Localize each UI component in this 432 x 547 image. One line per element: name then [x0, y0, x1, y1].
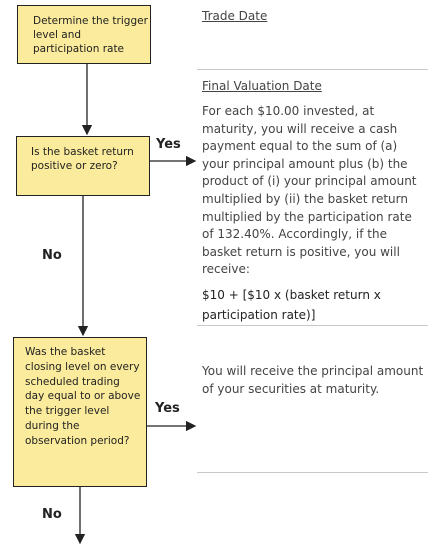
box-basket-return-question-text: Is the basket return positive or zero? [31, 146, 134, 172]
box-trigger-level-question-text: Was the basket closing level on every scheduled trading day equal to or above the trigger level during the observation period? [25, 346, 141, 447]
yes-label-2: Yes [155, 401, 180, 416]
divider-1 [197, 69, 428, 70]
divider-3 [197, 472, 428, 473]
payment-formula: $10 + [$10 x (basket return x participation rate)] [202, 288, 381, 322]
no-label-1: No [42, 248, 62, 263]
divider-2 [197, 325, 428, 326]
box-determine-trigger [17, 5, 151, 64]
outcome-positive-return-text: For each $10.00 invested, at maturity, you will receive a cash payment equal to the sum of (a) your principal amount plus (b) the product of (i) your principal amount multiplied by (ii) the basket return multiplied by the participation rate of 132.40%. Accordingly, if the basket return is positive, you will receive: [202, 104, 417, 277]
box-trigger-level-question [13, 337, 147, 487]
box-basket-return-question [16, 136, 150, 196]
final-valuation-date-header: Final Valuation Date [202, 79, 322, 93]
outcome-principal-returned-text: You will receive the principal amount of your securities at maturity. [202, 364, 424, 396]
yes-label-1: Yes [156, 137, 181, 152]
box-determine-trigger-text: Determine the trigger level and participation rate [33, 15, 148, 55]
no-label-2: No [42, 507, 62, 522]
trade-date-header: Trade Date [202, 9, 268, 23]
